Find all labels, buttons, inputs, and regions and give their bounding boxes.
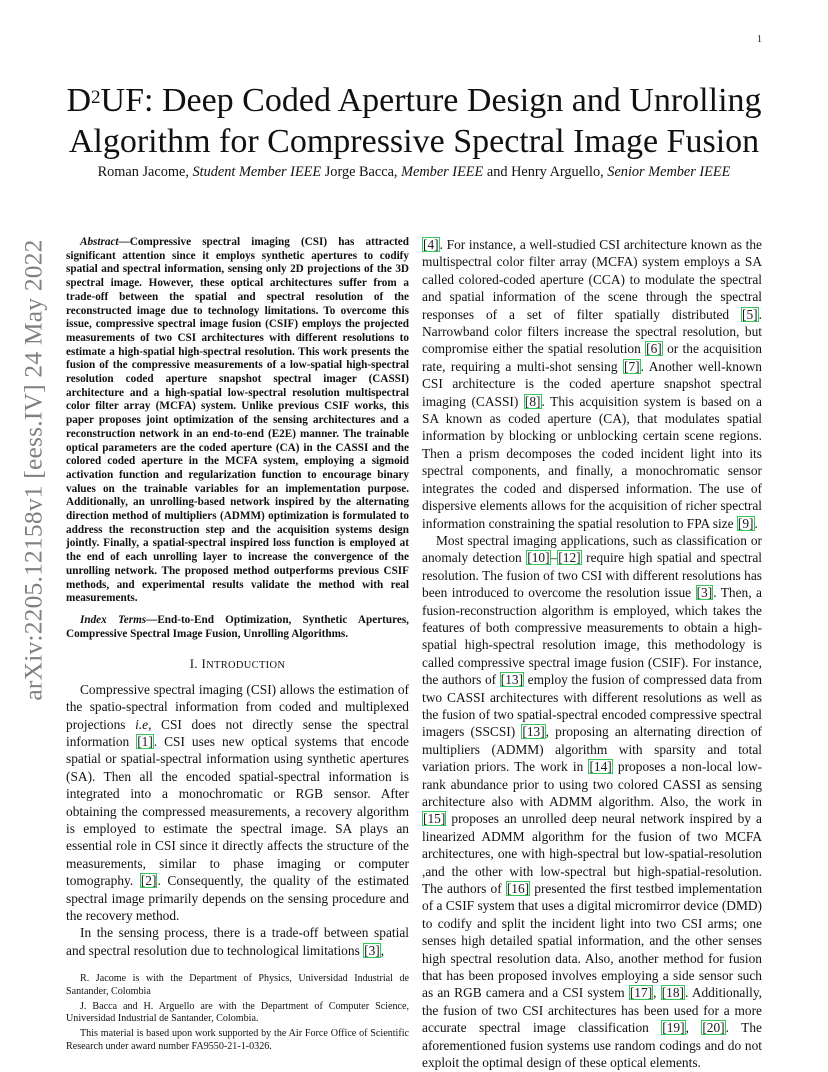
citation-link[interactable]: [16] (506, 881, 530, 897)
text-run: , (653, 985, 661, 1001)
title-line2: Algorithm for Compressive Spectral Image Fusion (68, 123, 760, 160)
text-run: proposes an unrolled deep neural network inspired by a linearized ADMM algorithm for the fusion of two MCFA architectures, one with high-spectral but low-spatial-resolution ,and the other with low-spectral but high-spatial-resolution. The authors of (422, 811, 762, 897)
text-run: Compressive spectral imaging (CSI) allows the estimation of the spatio-spectral information from coded and multiplexed projections (66, 681, 409, 732)
citation-link[interactable]: [17] (629, 985, 653, 1001)
author-3-name: and Henry Arguello, (483, 164, 608, 180)
citation-link[interactable]: [8] (524, 393, 541, 409)
right-column (422, 236, 762, 1072)
section-heading-introduction (66, 655, 409, 674)
title-prefix: D (66, 82, 92, 119)
text-run: , (685, 1020, 702, 1036)
abstract-label: Abstract (80, 236, 119, 248)
text-run: CSI does not directly sense the spectral information (66, 716, 409, 750)
citation-link[interactable]: [6] (646, 341, 662, 357)
text-run: . CSI uses new optical systems that encode spatial or spatial-spectral information using synthetic apertures (SA). Then all the encoded spatial-spectral information is integrated into a monochromatic or RGB sensor. After obtaining the compressed measurements, a recovery algorithm is employed to estimate the spectral image. SA plays an essential role in CSI since it directly affects the structure of the measurements, similar to phase imaging or computer tomography. (66, 734, 409, 889)
citation-link[interactable]: [13] (522, 724, 545, 740)
citation-link[interactable]: [3] (364, 942, 380, 958)
intro-paragraph-1 (66, 681, 409, 925)
text-run: . The aforementioned fusion systems use random codings and do not exploit the optimal design of these optical elements. (422, 1020, 762, 1071)
section-first-letter: I (201, 656, 207, 672)
abstract (66, 236, 409, 606)
index-terms-text: —End-to-End Optimization, Synthetic Apertures, Compressive Spectral Image Fusion, Unrolling Algorithms. (66, 613, 409, 640)
citation-link[interactable]: [15] (423, 811, 446, 827)
citation-link[interactable]: [12] (558, 550, 581, 566)
author-2-name: Jorge Bacca, (321, 164, 402, 180)
citation-link[interactable]: [13] (500, 672, 524, 688)
author-1-role: Student Member IEEE (192, 164, 322, 180)
footnote-funding: This material is based upon work supported by the Air Force Office of Scientific Research under award number FA9550-21-1-0326. (66, 1028, 409, 1052)
author-list (40, 164, 788, 181)
author-2-role: Member IEEE (401, 164, 484, 180)
text-run: . Then, a fusion-reconstruction algorithm is employed, which takes the features of both compressive measurements to obtain a high-spatial high-spectral resolution image, this methodology is called compressive spectral image fusion (CSIF). For instance, the authors of (422, 585, 762, 688)
citation-link[interactable]: [7] (624, 358, 640, 374)
citation-link[interactable]: [18] (661, 985, 685, 1001)
author-3-role: Senior Member IEEE (607, 164, 731, 180)
title-line1: UF: Deep Coded Aperture Design and Unrolling (100, 82, 762, 119)
abstract-text: —Compressive spectral imaging (CSI) has attracted significant attention since it employs synthetic apertures to codify spatial and spectral information, sensing only 2D projections of the 3D spectral image. However, these optical architectures suffer from a trade-off between the spatial and spectral resolution of the reconstructed image due to technology limitations. To overcome this issue, compressive spectral image fusion (CSIF) employs the projected measurements of two CSI architectures with different resolutions to estimate a high-spatial high-spectral resolution. This work presents the fusion of the compressive measurements of a low-spatial high-spectral resolution coded aperture snapshot spectral imager (CASSI) architecture and a high-spatial low-spectral resolution multispectral color filter array (MCFA) system. Unlike previous CSIF works, this paper proposes joint optimization of the sensing architectures and a reconstruction network in an end-to-end (E2E) manner. The trainable optical parameters are the coded aperture (CA) in the CASSI and the colored coded aperture in the MCFA system, employing a sigmoid activation function and regularization function to encourage binary values on the trainable variables for an implementation purpose. Additionally, an unrolling-based network inspired by the alternating direction method of multipliers (ADMM) optimization is formulated to address the reconstruction step and the acquisition systems design jointly. Finally, a spatial-spectral inspired loss function is employed at the end of each unrolling layer to increase the convergence of the unrolling network. The proposed method outperforms previous CSIF methods, and experimental results validate the method with real measurements. (66, 236, 409, 605)
index-terms (66, 614, 409, 641)
title-superscript: 2 (91, 87, 101, 108)
text-run: employ the fusion of compressed data from two CASSI architectures with different resolutions as well as the fusion of two spatial-spectral encoded compressive spectral imagers (SSCSI) (422, 672, 762, 740)
index-terms-label: Index Terms (80, 613, 147, 626)
text-run: . Narrowband color filters increase the spectral resolution, but compromise either the spatial resolution (422, 306, 762, 357)
text-run: , proposing an alternating direction of multipliers (ADMM) algorithm with sparsity and total variation priors. The work in (422, 724, 762, 775)
text-run: Most spectral imaging applications, such as classification or anomaly detection (422, 532, 762, 566)
citation-link[interactable]: [2] (140, 873, 157, 889)
text-run: . Additionally, the fusion of two CSI architectures has been used for a more accurate spectral image classification (422, 985, 762, 1036)
text-run: . Consequently, the quality of the estimated spectral image primarily depends on the sensing procedure and the recovery method. (66, 873, 409, 924)
text-run: . Another well-known CSI architecture is the coded aperture snapshot spectral imaging (CASSI) (422, 358, 763, 409)
paper-title (60, 80, 768, 162)
citation-link[interactable]: [14] (589, 759, 612, 775)
citation-link[interactable]: [19] (662, 1020, 685, 1036)
text-run: require high spatial and spectral resolution. The fusion of two CSI with different resolutions has been introduced to overcome the resolution issue (422, 550, 762, 601)
text-run-italic: i.e, (135, 716, 152, 732)
footnotes (66, 973, 409, 1053)
citation-link[interactable]: [9] (737, 515, 754, 531)
text-run: , (380, 942, 385, 958)
text-run: presented the first testbed implementation of a CSIF system that uses a digital micromirror device (DMD) to codify and split the incident light into two CSI arms; one senses high detailed spatial information, and the other senses high spectral resolution data. Also, another method for fusion that has been proposed involves employing a side sensor such as an RGB camera and a CSI system (422, 881, 763, 1001)
body-paragraph-csif (422, 532, 762, 1072)
arxiv-identifier-text: arXiv:2205.12158v1 [eess.IV] 24 May 2022 (19, 239, 49, 701)
text-run: . This acquisition system is based on a SA known as coded aperture (CA), that modulates spatial information by blocking or unblocking certain scene regions. Then a prism decomposes the coded incident light into its spectral components, and finally, a monochromatic sensor integrates the coded and dispersed information. The use of dispersive elements allows for the acquisition of richer spectral information constraining the spatial resolution to FPA size (422, 393, 762, 531)
body-paragraph-continued (422, 236, 762, 532)
text-run: or the acquisition rate, requiring a multi-shot sensing (422, 341, 762, 374)
text-run: . For instance, a well-studied CSI architecture known as the multispectral color filter array (MCFA) system employs a SA called colored-coded aperture (CCA) to modulate the spectral and spatial information of the scene through the spectral responses of a set of filter spatially distributed (422, 237, 762, 322)
citation-link[interactable]: [5] (742, 306, 758, 322)
intro-paragraph-2 (66, 924, 409, 959)
footnote-affiliation-1: R. Jacome is with the Department of Physics, Universidad Industrial de Santander, Colombia (66, 973, 409, 997)
text-run: In the sensing process, there is a trade-off between spatial and spectral resolution due to technological limitations (66, 925, 409, 958)
section-number: I. (189, 656, 202, 672)
citation-link[interactable]: [20] (702, 1020, 725, 1036)
left-column (66, 236, 409, 1056)
citation-link[interactable]: [3] (696, 585, 713, 601)
section-title-rest: NTRODUCTION (206, 660, 286, 672)
text-run: . (754, 515, 758, 531)
text-run: proposes a non-local low-rank abundance prior to using two colored CASSI as sensing architecture also with ADMM algorithm. Also, the work in (422, 759, 762, 809)
text-run: – (550, 550, 558, 566)
citation-link[interactable]: [1] (137, 734, 153, 750)
citation-link[interactable]: [4] (423, 237, 439, 252)
arxiv-identifier-stamp[interactable] (14, 239, 54, 701)
citation-link[interactable]: [10] (527, 550, 550, 566)
footnote-affiliation-2: J. Bacca and H. Arguello are with the Department of Computer Science, Universidad Industrial de Santander, Colombia. (66, 1000, 409, 1025)
author-1-name: Roman Jacome, (97, 164, 193, 180)
page-number: 1 (757, 34, 762, 45)
